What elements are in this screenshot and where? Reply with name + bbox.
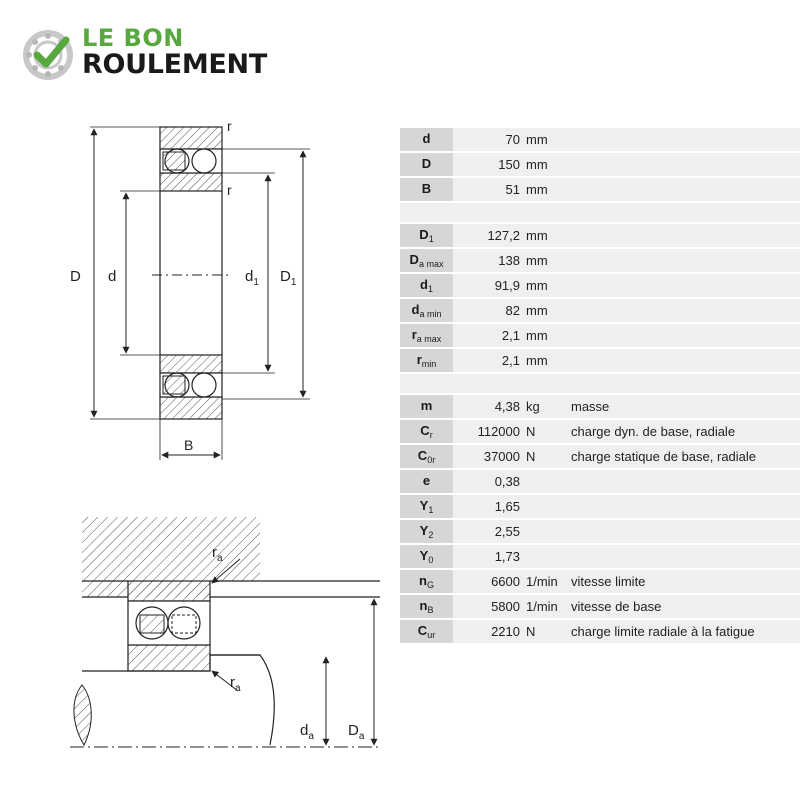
spec-row xyxy=(400,420,800,443)
label-r-outer: r xyxy=(227,118,232,134)
spec-value: 4,38 kg xyxy=(453,395,562,418)
spec-row xyxy=(400,299,800,322)
spec-row xyxy=(400,545,800,568)
spec-key: $C_r$ xyxy=(400,420,453,443)
spec-row xyxy=(400,520,800,543)
spec-unit: mm xyxy=(526,328,548,343)
spec-unit: mm xyxy=(526,228,548,243)
bearing-section-diagram xyxy=(60,115,390,465)
spec-description: masse xyxy=(562,395,800,418)
spec-value: 138 mm xyxy=(453,249,562,272)
spec-value: 112000 N xyxy=(453,420,562,443)
shaft-section xyxy=(74,685,91,745)
spec-row xyxy=(400,349,800,372)
bearing-check-icon xyxy=(22,28,76,82)
ball-bottom-right xyxy=(192,373,216,397)
label-d1: $d_1$ xyxy=(245,268,259,288)
spec-row xyxy=(400,395,800,418)
spec-key: $Y_2$ xyxy=(400,520,453,543)
spec-row xyxy=(400,274,800,297)
spec-value: 51 mm xyxy=(453,178,562,201)
spec-value: 2,1 mm xyxy=(453,324,562,347)
brand-logo xyxy=(22,26,302,86)
spec-description: charge dyn. de base, radiale xyxy=(562,420,800,443)
spec-value: 6600 1/min xyxy=(453,570,562,593)
spec-key: $r_{a max}$ xyxy=(400,324,453,347)
shaft-break xyxy=(210,655,274,745)
spec-row xyxy=(400,470,800,493)
spec-description: charge limite radiale à la fatigue xyxy=(562,620,800,643)
spec-key: m xyxy=(400,395,453,418)
spec-value: 1,65 xyxy=(453,495,562,518)
spec-value: 70 mm xyxy=(453,128,562,151)
spec-description xyxy=(562,249,800,272)
label-ra-shaft: $r_a$ xyxy=(230,674,241,694)
spec-row xyxy=(400,249,800,272)
label-ra-housing: $r_a$ xyxy=(212,544,223,564)
spec-description xyxy=(562,324,800,347)
spec-unit: N xyxy=(526,424,536,439)
label-D: D xyxy=(70,268,81,285)
spec-key: $D_1$ xyxy=(400,224,453,247)
spec-value: 37000 N xyxy=(453,445,562,468)
inner-ring-bottom xyxy=(160,355,222,373)
spec-description xyxy=(562,178,800,201)
spec-description: vitesse de base xyxy=(562,595,800,618)
spec-key: B xyxy=(400,178,453,201)
spec-description xyxy=(562,224,800,247)
spec-unit: mm xyxy=(526,353,548,368)
spec-unit: 1/min xyxy=(526,574,558,589)
spec-key: $n_B$ xyxy=(400,595,453,618)
spec-unit: mm xyxy=(526,303,548,318)
inner-ring-top xyxy=(160,173,222,191)
spec-description xyxy=(562,545,800,568)
spec-value: 127,2 mm xyxy=(453,224,562,247)
label-r-inner: r xyxy=(227,182,232,198)
ball-top-right xyxy=(192,149,216,173)
spec-description xyxy=(562,349,800,372)
brand-line1: LE BON xyxy=(82,24,184,52)
outer-ring-top xyxy=(160,127,222,149)
spec-separator xyxy=(400,203,800,222)
spec-unit: N xyxy=(526,624,536,639)
spec-description xyxy=(562,495,800,518)
spec-value: 1,73 xyxy=(453,545,562,568)
spec-unit: kg xyxy=(526,399,540,414)
spec-value: 91,9 mm xyxy=(453,274,562,297)
spec-value: 2,1 mm xyxy=(453,349,562,372)
spec-row xyxy=(400,570,800,593)
spec-unit: mm xyxy=(526,278,548,293)
spec-unit: 1/min xyxy=(526,599,558,614)
spec-key: $C_{0r}$ xyxy=(400,445,453,468)
spec-unit: N xyxy=(526,449,536,464)
mounted-outer-ring xyxy=(128,581,210,601)
spec-description: charge statique de base, radiale xyxy=(562,445,800,468)
mounted-inner-ring xyxy=(128,645,210,671)
spec-key: $D_{a max}$ xyxy=(400,249,453,272)
spec-unit: mm xyxy=(526,132,548,147)
spec-value: 0,38 xyxy=(453,470,562,493)
spec-row xyxy=(400,178,800,201)
spec-value: 5800 1/min xyxy=(453,595,562,618)
spec-key: $Y_1$ xyxy=(400,495,453,518)
label-d: d xyxy=(108,268,117,285)
spec-unit: mm xyxy=(526,157,548,172)
spec-value: 2,55 xyxy=(453,520,562,543)
spec-description xyxy=(562,520,800,543)
spec-description xyxy=(562,153,800,176)
spec-key: $r_{min}$ xyxy=(400,349,453,372)
spec-key: $d_{a min}$ xyxy=(400,299,453,322)
brand-line2: ROULEMENT xyxy=(82,49,267,80)
spec-description xyxy=(562,470,800,493)
mounting-diagram xyxy=(60,505,390,765)
spec-row xyxy=(400,595,800,618)
spec-key: D xyxy=(400,153,453,176)
spec-row xyxy=(400,620,800,643)
spec-description xyxy=(562,299,800,322)
spec-row xyxy=(400,128,800,151)
spec-unit: mm xyxy=(526,253,548,268)
spec-key: $C_{ur}$ xyxy=(400,620,453,643)
spec-row xyxy=(400,445,800,468)
spec-table xyxy=(400,126,800,645)
spec-row xyxy=(400,153,800,176)
spec-row xyxy=(400,324,800,347)
label-D1: $D_1$ xyxy=(280,268,297,288)
label-Da: $D_a$ xyxy=(348,722,365,742)
label-da: $d_a$ xyxy=(300,722,314,742)
label-B: B xyxy=(184,437,194,453)
spec-description xyxy=(562,274,800,297)
outer-ring-bottom xyxy=(160,397,222,419)
spec-row xyxy=(400,495,800,518)
spec-key: $n_G$ xyxy=(400,570,453,593)
spec-value: 2210 N xyxy=(453,620,562,643)
spec-description: vitesse limite xyxy=(562,570,800,593)
spec-description xyxy=(562,128,800,151)
spec-row xyxy=(400,224,800,247)
spec-key: e xyxy=(400,470,453,493)
spec-unit: mm xyxy=(526,182,548,197)
spec-separator xyxy=(400,374,800,393)
spec-value: 82 mm xyxy=(453,299,562,322)
spec-value: 150 mm xyxy=(453,153,562,176)
spec-key: $Y_0$ xyxy=(400,545,453,568)
spec-key: d xyxy=(400,128,453,151)
spec-key: $d_1$ xyxy=(400,274,453,297)
